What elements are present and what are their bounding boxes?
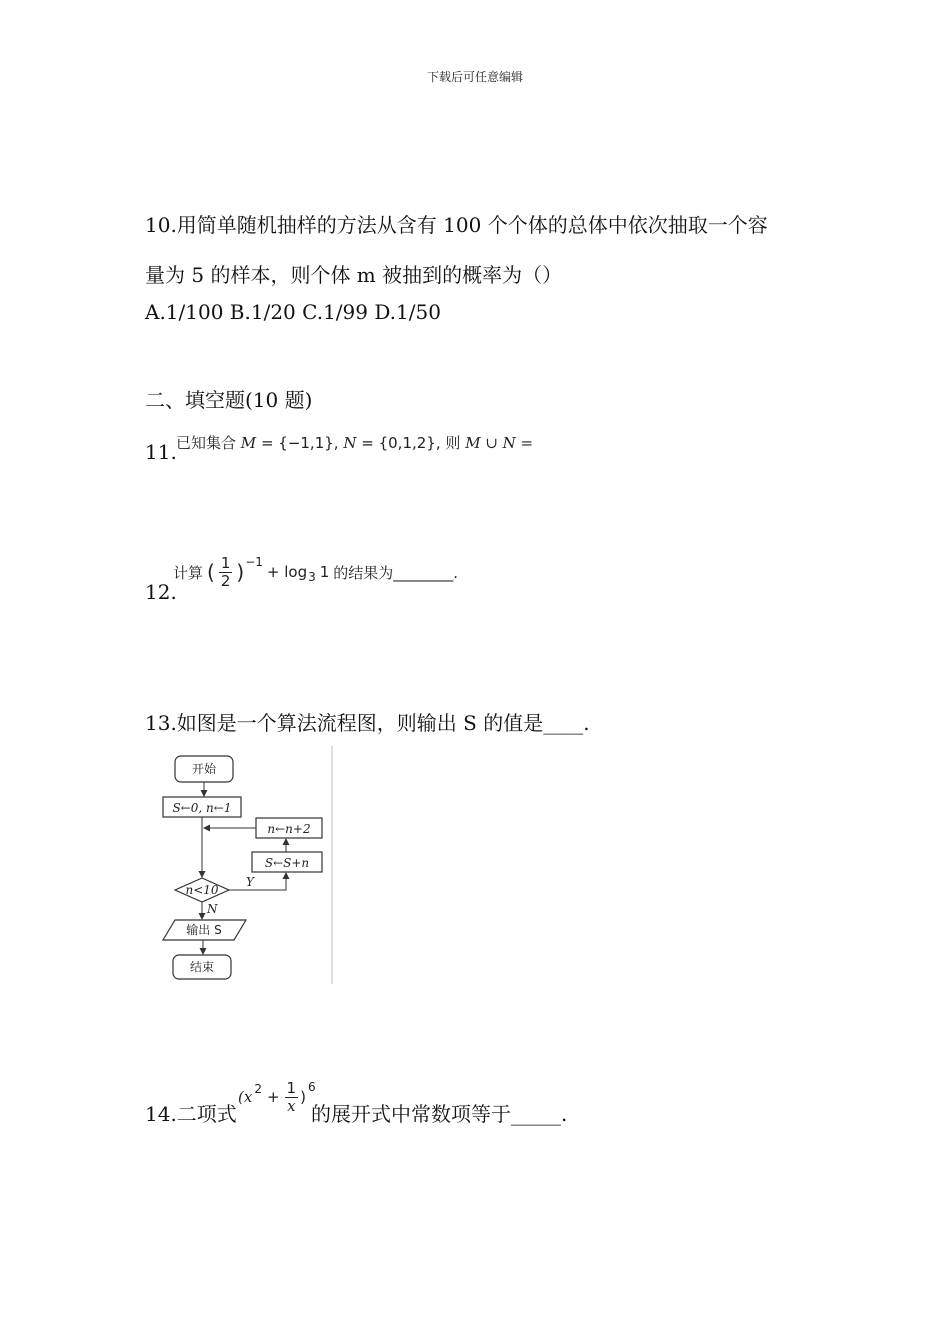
q14-prefix: 14.二项式 — [145, 1102, 237, 1126]
q14-frac-num: 1 — [286, 1078, 297, 1097]
q12-fraction — [219, 555, 233, 590]
q12-log: + log — [266, 563, 308, 581]
q14-suffix: 的展开式中常数项等于_____. — [311, 1102, 568, 1126]
q14-base: (x — [238, 1088, 253, 1106]
q10-line2: 量为 5 的样本，则个体 m 被抽到的概率为（） — [145, 263, 563, 287]
q10-options: A.1/100 B.1/20 C.1/99 D.1/50 — [145, 300, 441, 324]
fc-yes-branch — [229, 873, 286, 890]
fc-update-s-label: S←S+n — [264, 856, 310, 870]
q11-then: 则 — [445, 434, 461, 452]
fc-yes-label: Y — [246, 875, 254, 889]
fc-condition-label: n<10 — [185, 883, 219, 897]
q10-line1: 10.用简单随机抽样的方法从含有 100 个个体的总体中依次抽取一个容 — [145, 213, 768, 237]
fc-init-label: S←0, n←1 — [172, 801, 232, 815]
q11-union: M ∪ N = — [465, 434, 534, 452]
q12-number: 12. — [145, 580, 177, 604]
section-title: 二、填空题(10 题) — [145, 388, 313, 412]
q11-formula — [176, 432, 533, 453]
q11-m-var: M — [240, 434, 257, 452]
flowchart — [148, 744, 338, 986]
q12-formula — [173, 550, 458, 594]
q14-plus: + — [266, 1088, 280, 1106]
q12-prefix: 计算 — [173, 563, 204, 582]
q12-paren-open: ( — [207, 560, 215, 584]
page-header: 下载后可任意编辑 — [426, 70, 523, 84]
q13-text: 13.如图是一个算法流程图，则输出 S 的值是____. — [145, 711, 590, 735]
q12-exponent: −1 — [245, 555, 263, 569]
q14-frac-den: x — [287, 1096, 296, 1115]
q14-square: 2 — [254, 1082, 262, 1096]
fc-output-label: 输出 S — [186, 923, 222, 937]
fc-no-label: N — [207, 902, 218, 916]
q14-expression — [238, 1074, 316, 1120]
q11-number: 11. — [145, 440, 177, 464]
q11-n-set: = {0,1,2}, — [361, 434, 441, 452]
q12-paren-close: ) — [236, 560, 245, 584]
q14-fraction — [285, 1080, 299, 1115]
q12-suffix: 的结果为________. — [333, 563, 459, 582]
q11-prefix: 已知集合 — [176, 434, 237, 452]
q12-frac-num: 1 — [220, 553, 231, 572]
q12-log-base: 3 — [308, 570, 316, 584]
fc-start-label: 开始 — [191, 762, 217, 776]
fc-end-label: 结束 — [189, 960, 215, 974]
q14-power: 6 — [307, 1080, 316, 1094]
q12-frac-den: 2 — [220, 571, 231, 590]
fc-update-n-label: n←n+2 — [267, 822, 311, 836]
q11-m-set: = {−1,1}, — [260, 434, 339, 452]
q12-log-arg: 1 — [319, 563, 330, 581]
q14-close: ) — [300, 1088, 306, 1106]
q11-n-var: N — [343, 434, 357, 452]
